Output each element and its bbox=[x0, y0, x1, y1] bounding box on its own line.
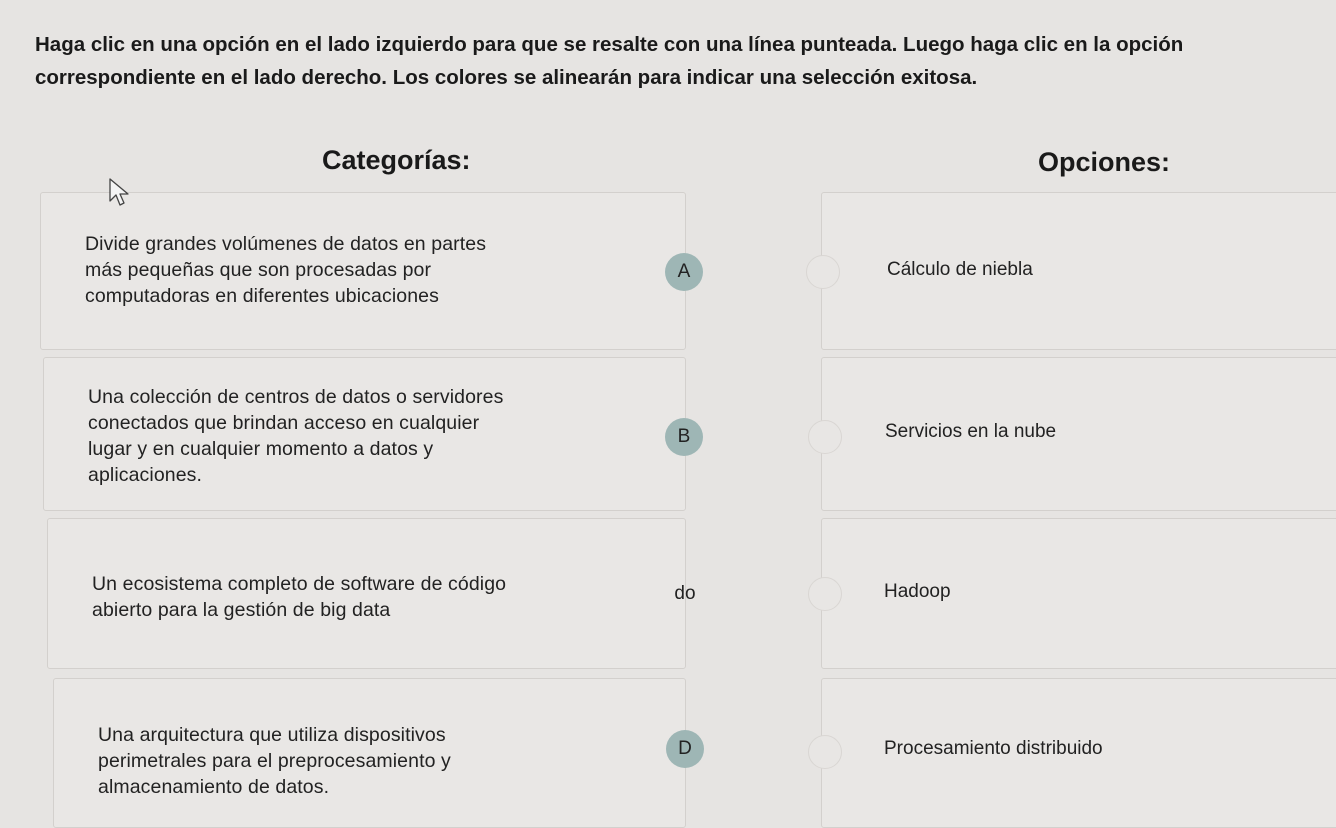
category-line: almacenamiento de datos. bbox=[98, 776, 330, 798]
category-badge-c[interactable]: do bbox=[674, 583, 696, 604]
category-line: computadoras en diferentes ubicaciones bbox=[85, 285, 439, 307]
option-slot bbox=[808, 420, 842, 454]
instructions-text: Haga clic en una opción en el lado izquierdo para que se resalte con una línea punteada. Luego haga clic en la opción correspondiente en el lado derecho. Los colores se alinearán para indicar una selección exitosa. bbox=[35, 33, 1184, 89]
category-line: Divide grandes volúmenes de datos en partes bbox=[85, 233, 487, 255]
category-badge-d[interactable]: D bbox=[666, 730, 704, 768]
option-card-4[interactable] bbox=[821, 678, 1336, 828]
category-text-c bbox=[92, 571, 506, 623]
option-card-1[interactable] bbox=[821, 192, 1336, 350]
option-label: Cálculo de niebla bbox=[887, 259, 1033, 280]
category-card-d[interactable] bbox=[53, 678, 692, 828]
option-label: Servicios en la nube bbox=[885, 421, 1057, 442]
option-slot bbox=[806, 255, 840, 289]
option-slot bbox=[808, 735, 842, 769]
categories-heading: Categorías: bbox=[322, 145, 471, 175]
category-line: lugar y en cualquier momento a datos y bbox=[88, 438, 434, 460]
category-text-a bbox=[85, 231, 486, 309]
category-text-b bbox=[88, 384, 503, 488]
option-card-2[interactable] bbox=[821, 357, 1336, 511]
mouse-pointer-icon bbox=[108, 177, 134, 209]
option-label: Hadoop bbox=[884, 581, 951, 602]
option-label: Procesamiento distribuido bbox=[884, 738, 1103, 759]
category-badge-b[interactable]: B bbox=[665, 418, 703, 456]
category-line: Una arquitectura que utiliza dispositivos bbox=[98, 724, 446, 746]
category-line: aplicaciones. bbox=[88, 464, 203, 486]
option-slot bbox=[808, 577, 842, 611]
options-heading: Opciones: bbox=[1038, 147, 1171, 177]
category-card-a[interactable] bbox=[40, 192, 691, 350]
category-card-b[interactable] bbox=[43, 357, 691, 511]
category-line: Una colección de centros de datos o servidores bbox=[88, 386, 504, 408]
category-badge-a[interactable]: A bbox=[665, 253, 703, 291]
category-card-c[interactable] bbox=[47, 518, 696, 669]
category-line: abierto para la gestión de big data bbox=[92, 599, 391, 621]
category-line: Un ecosistema completo de software de código bbox=[92, 573, 507, 595]
category-text-d bbox=[98, 722, 451, 800]
category-line: conectados que brindan acceso en cualquier bbox=[88, 412, 480, 434]
option-card-3[interactable] bbox=[821, 518, 1336, 669]
category-line: perimetrales para el preprocesamiento y bbox=[98, 750, 451, 772]
category-line: más pequeñas que son procesadas por bbox=[85, 259, 432, 281]
